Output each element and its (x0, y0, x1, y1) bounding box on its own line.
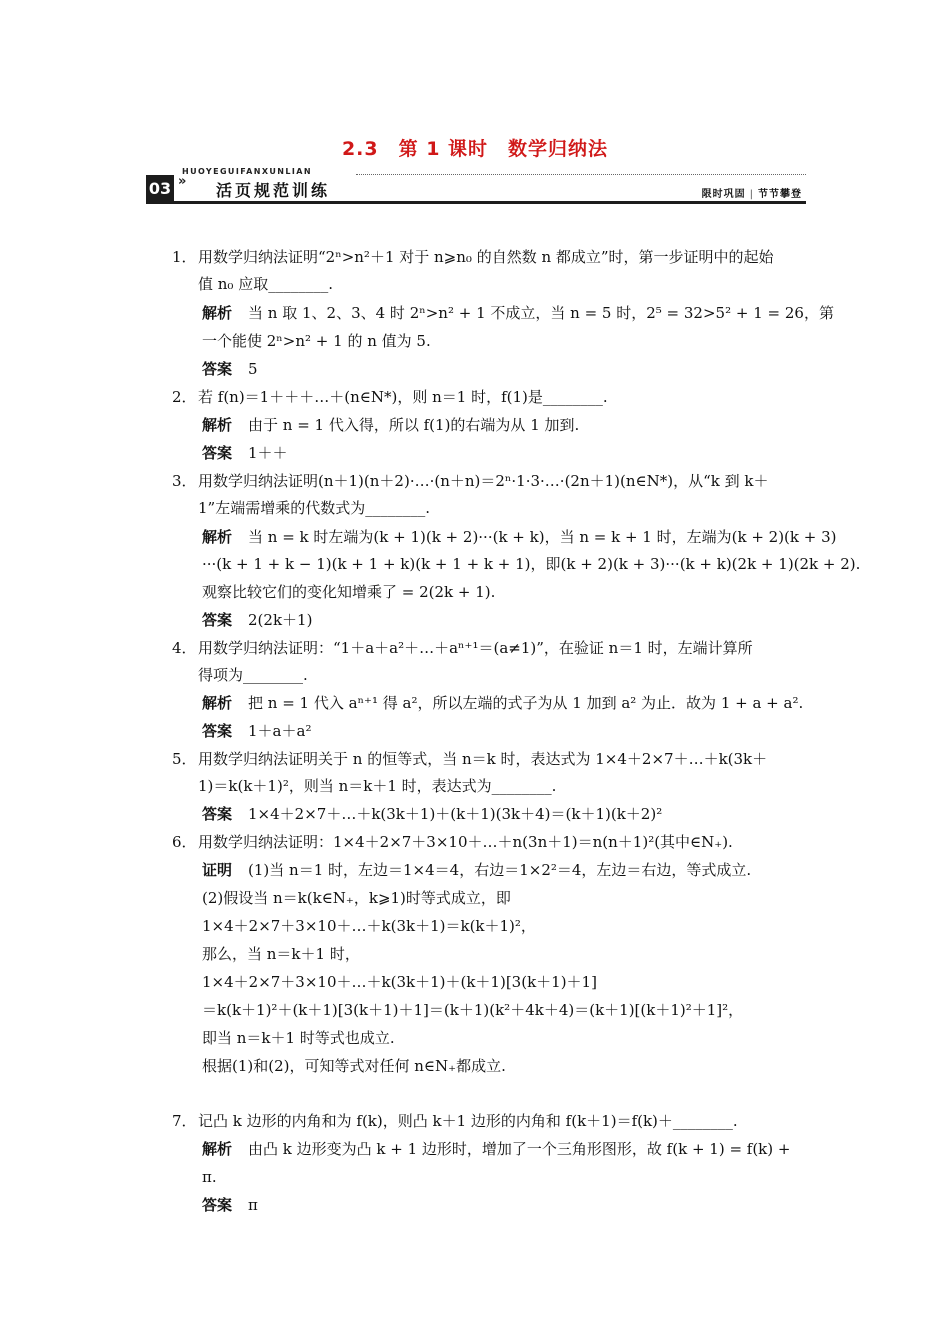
line-text: 由凸 k 边形变为凸 k + 1 边形时，增加了一个三角形图形，故 f(k + 1) = f(k) + (248, 1140, 791, 1158)
line-text: 根据(1)和(2)，可知等式对任何 n∈N₊都成立. (202, 1057, 506, 1075)
line-text: 1×4＋2×7＋3×10＋…＋k(3k＋1)＋(k＋1)[3(k＋1)＋1] (202, 973, 597, 991)
question-number (172, 1110, 197, 1132)
line-text: 2(2k＋1) (248, 611, 313, 629)
line-text: 1×4＋2×7＋3×10＋…＋k(3k＋1)＝k(k＋1)²， (202, 917, 536, 935)
banner-right-right: 节节攀登 (758, 189, 802, 200)
line-text: 1＋a＋a² (248, 722, 312, 740)
text-line (202, 887, 511, 909)
text-line (198, 831, 733, 853)
line-tag: 解析 (202, 304, 233, 322)
line-text: 1”左端需增乘的代数式为________. (198, 499, 430, 517)
text-line (198, 637, 753, 659)
line-text: 用数学归纳法证明关于 n 的恒等式，当 n＝k 时，表达式为 1×4＋2×7＋…＋k(3k＋ (198, 750, 768, 768)
labeled-line (202, 803, 662, 825)
question-number (172, 470, 197, 492)
line-tag: 答案 (202, 444, 233, 462)
text-line (198, 1110, 738, 1132)
labeled-line (202, 720, 311, 742)
page-title: 2.3 第 1 课时 数学归纳法 (341, 138, 609, 160)
line-text: 7． (172, 1112, 197, 1130)
text-line (202, 1166, 217, 1188)
line-text: 5． (172, 750, 197, 768)
line-tag: 答案 (202, 1196, 233, 1214)
text-line (198, 246, 774, 268)
section-number-badge: 03 (146, 175, 174, 202)
line-text: 2． (172, 388, 197, 406)
labeled-line (202, 1194, 258, 1216)
question-number (172, 831, 197, 853)
banner-pinyin: HUOYEGUIFANXUNLIAN (182, 167, 312, 176)
text-line (202, 971, 597, 993)
section-title: 活页规范训练 (216, 181, 331, 200)
line-text: ＝k(k＋1)²＋(k＋1)[3(k＋1)＋1]＝(k＋1)(k²＋4k＋4)＝(k＋1)[(k＋1)²＋1]²， (202, 1001, 744, 1019)
labeled-line (202, 1138, 790, 1160)
labeled-line (202, 692, 803, 714)
line-tag: 答案 (202, 722, 233, 740)
line-text: π. (202, 1168, 217, 1186)
chevron-icon: » (178, 174, 187, 189)
line-text: 用数学归纳法证明：1×4＋2×7＋3×10＋…＋n(3n＋1)＝n(n＋1)²(其中∈N₊). (198, 833, 733, 851)
labeled-line (202, 859, 751, 881)
line-text: 当 n = k 时左端为(k + 1)(k + 2)···(k + k)，当 n = k + 1 时，左端为(k + 2)(k + 3) (248, 528, 837, 546)
line-text: 4． (172, 639, 197, 657)
banner-right-left: 限时巩固 (701, 189, 746, 200)
text-line (202, 943, 360, 965)
line-text: 记凸 k 边形的内角和为 f(k)，则凸 k＋1 边形的内角和 f(k＋1)＝f(k)＋________. (198, 1112, 738, 1130)
line-text: 一个能使 2ⁿ>n² + 1 的 n 值为 5. (202, 332, 431, 350)
line-text: ···(k + 1 + k − 1)(k + 1 + k)(k + 1 + k + 1)，即(k + 2)(k + 3)···(k + k)(2k + 1)(2k + 2). (202, 555, 861, 573)
line-tag: 答案 (202, 805, 233, 823)
labeled-line (202, 526, 837, 548)
line-text: 5 (248, 360, 258, 378)
line-tag: 答案 (202, 611, 233, 629)
question-number (172, 246, 197, 268)
section-banner (146, 166, 806, 204)
text-line (202, 330, 431, 352)
line-text: 6． (172, 833, 197, 851)
line-text: 得项为________. (198, 666, 308, 684)
line-text: 那么，当 n＝k＋1 时， (202, 945, 360, 963)
text-line (202, 999, 743, 1021)
line-text: 由于 n = 1 代入得，所以 f(1)的右端为从 1 加到. (248, 416, 580, 434)
line-text: 用数学归纳法证明“2ⁿ>n²＋1 对于 n⩾n₀ 的自然数 n 都成立”时，第一步证明中的起始 (198, 248, 774, 266)
question-number (172, 637, 197, 659)
line-text: 当 n 取 1、2、3、4 时 2ⁿ>n² + 1 不成立，当 n = 5 时，2⁵ = 32>5² + 1 = 26，第 (248, 304, 834, 322)
text-line (198, 664, 308, 686)
banner-rule (146, 201, 806, 204)
line-text: (2)假设当 n＝k(k∈N₊，k⩾1)时等式成立，即 (202, 889, 511, 907)
line-text: 用数学归纳法证明：“1＋a＋a²＋…＋aⁿ⁺¹＝(a≠1)”，在验证 n＝1 时，左端计算所 (198, 639, 753, 657)
question-number (172, 748, 197, 770)
line-text: 用数学归纳法证明(n＋1)(n＋2)·…·(n＋n)＝2ⁿ·1·3·…·(2n＋1)(n∈N*)，从“k 到 k＋ (198, 472, 769, 490)
text-line (198, 386, 608, 408)
text-line (202, 581, 495, 603)
banner-right-tag (702, 185, 802, 200)
text-line (198, 748, 767, 770)
labeled-line (202, 302, 834, 324)
line-text: 1． (172, 248, 197, 266)
text-line (202, 1027, 395, 1049)
line-text: 若 f(n)＝1＋＋＋…＋(n∈N*)，则 n＝1 时，f(1)是________. (198, 388, 608, 406)
line-tag: 答案 (202, 360, 233, 378)
labeled-line (202, 609, 312, 631)
line-text: 3． (172, 472, 197, 490)
labeled-line (202, 414, 579, 436)
dotted-divider (356, 174, 806, 175)
line-tag: 解析 (202, 416, 233, 434)
labeled-line (202, 358, 258, 380)
line-text: 即当 n＝k＋1 时等式也成立. (202, 1029, 395, 1047)
line-text: (1)当 n＝1 时，左边＝1×4＝4，右边＝1×2²＝4，左边＝右边，等式成立. (248, 861, 752, 879)
text-line (198, 273, 333, 295)
text-line (202, 915, 536, 937)
text-line (198, 775, 556, 797)
text-line (202, 553, 860, 575)
line-text: 1)＝k(k＋1)²，则当 n＝k＋1 时，表达式为________. (198, 777, 557, 795)
text-line (198, 497, 430, 519)
line-text: 值 n₀ 应取________. (198, 275, 333, 293)
line-text: 把 n = 1 代入 aⁿ⁺¹ 得 a²，所以左端的式子为从 1 加到 a² 为止．故为 1 + a + a². (248, 694, 804, 712)
line-text: 观察比较它们的变化知增乘了 = 2(2k + 1). (202, 583, 496, 601)
question-number (172, 386, 197, 408)
line-tag: 解析 (202, 1140, 233, 1158)
line-text: 1＋＋ (248, 444, 288, 462)
line-tag: 解析 (202, 528, 233, 546)
labeled-line (202, 442, 288, 464)
line-tag: 证明 (202, 861, 233, 879)
banner-separator: | (749, 189, 754, 200)
line-tag: 解析 (202, 694, 233, 712)
text-line (202, 1055, 506, 1077)
text-line (198, 470, 769, 492)
line-text: π (248, 1196, 258, 1214)
line-text: 1×4＋2×7＋…＋k(3k＋1)＋(k＋1)(3k＋4)＝(k＋1)(k＋2)² (248, 805, 663, 823)
